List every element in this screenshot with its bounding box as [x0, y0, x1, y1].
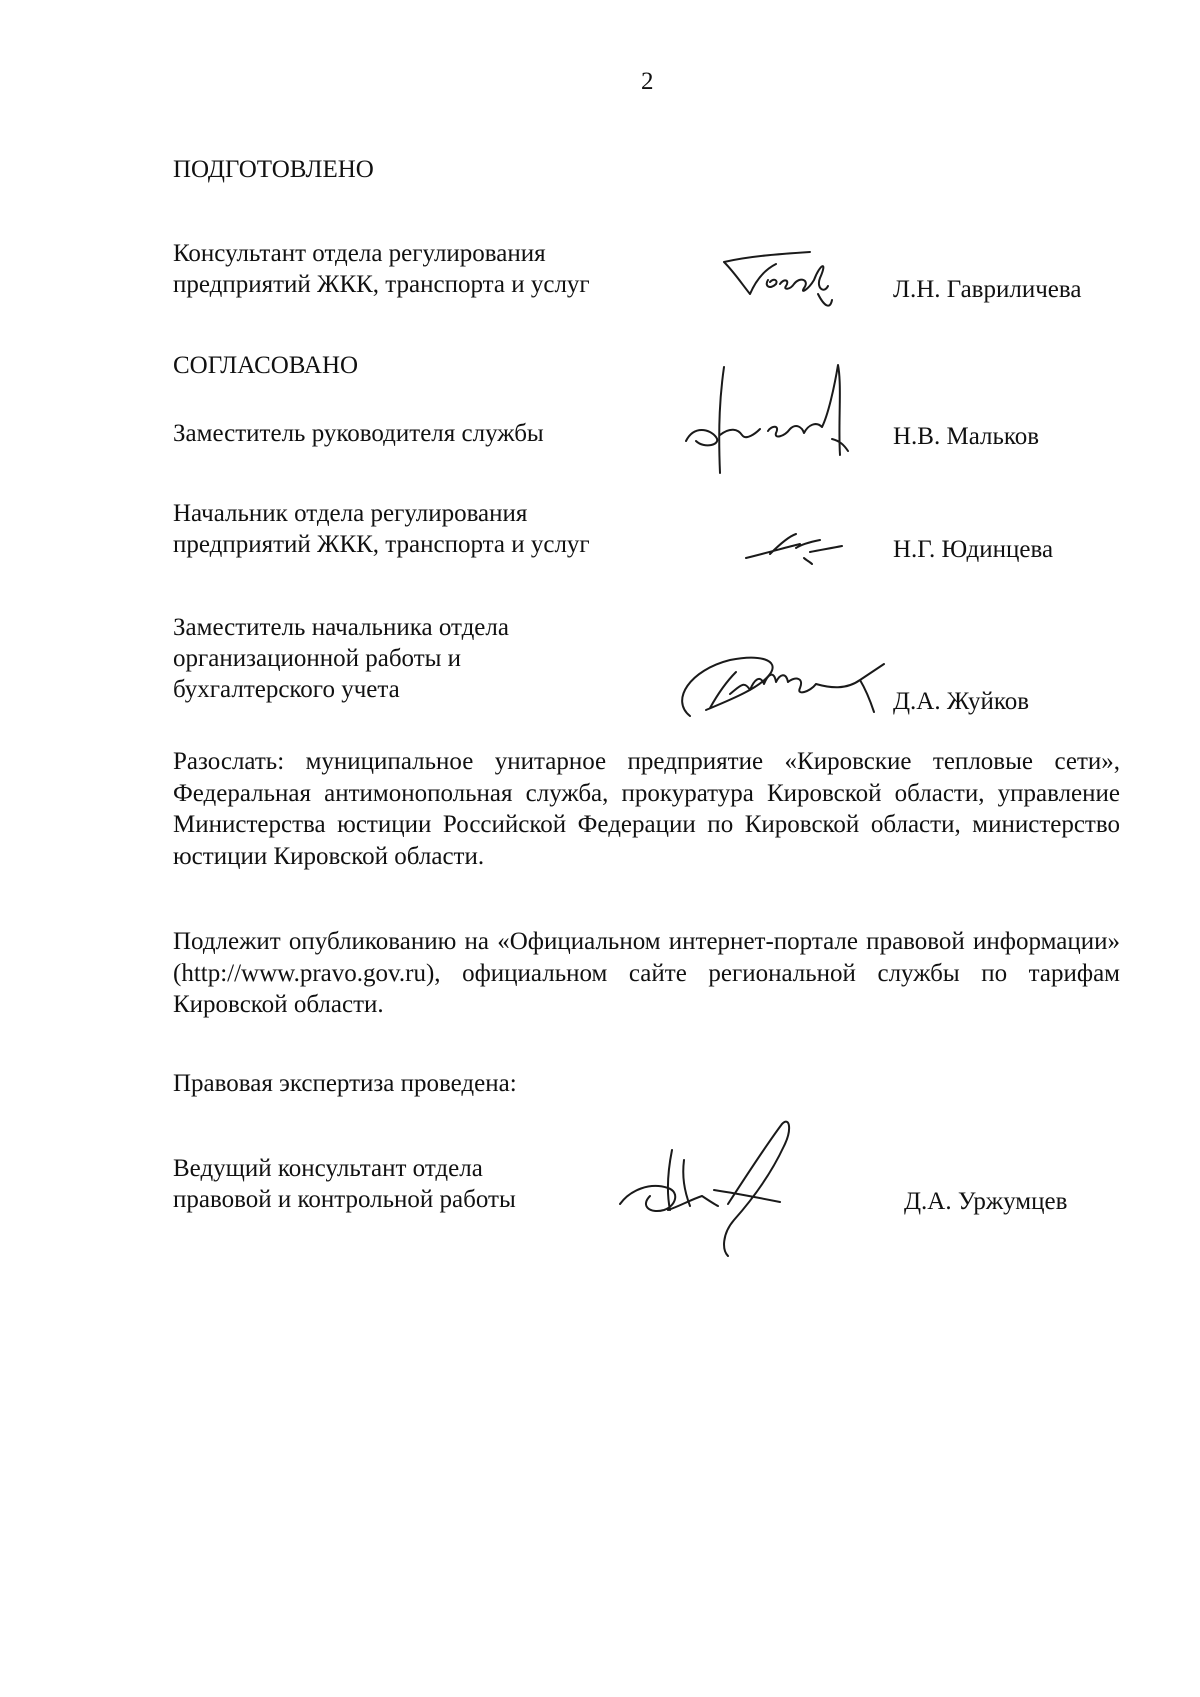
signer-3-position-line1: Заместитель начальника отдела — [173, 614, 509, 641]
page-number: 2 — [641, 68, 654, 95]
signer-1-position: Заместитель руководителя службы — [173, 420, 544, 447]
signer-2-position-line1: Начальник отдела регулирования — [173, 500, 528, 527]
prepared-heading: ПОДГОТОВЛЕНО — [173, 156, 374, 183]
prepared-position — [173, 238, 590, 300]
signature-malkov — [680, 355, 870, 480]
signature-urzhumtsev — [610, 1110, 850, 1260]
prepared-name: Л.Н. Гавриличева — [893, 276, 1082, 303]
publication-paragraph: Подлежит опубликованию на «Официальном интернет-портале правовой информации» (http://www.pravo.gov.ru), официальном сайте региональной службы по тарифам Кировской области. — [173, 928, 1120, 1018]
prepared-position-line2: предприятий ЖКК, транспорта и услуг — [173, 271, 590, 298]
signer-3-position-line3: бухгалтерского учета — [173, 676, 400, 703]
signature-gavrilicheva — [720, 250, 860, 320]
legal-review-position-line2: правовой и контрольной работы — [173, 1186, 516, 1213]
legal-review-heading: Правовая экспертиза проведена: — [173, 1070, 517, 1097]
agreed-heading: СОГЛАСОВАНО — [173, 352, 359, 379]
signer-2-position-line2: предприятий ЖКК, транспорта и услуг — [173, 531, 590, 558]
legal-review-name: Д.А. Уржумцев — [904, 1188, 1068, 1215]
legal-review-position — [173, 1153, 516, 1215]
prepared-position-line1: Консультант отдела регулирования — [173, 240, 546, 267]
signer-2-position — [173, 498, 590, 560]
legal-review-position-line1: Ведущий консультант отдела — [173, 1155, 483, 1182]
distribution-paragraph: Разослать: муниципальное унитарное предприятие «Кировские тепловые сети», Федеральная антимонопольная служба, прокуратура Кировской области, управление Министерства юстиции Российской Федерации по Кировской области, министерство юстиции Кировской области. — [173, 748, 1120, 870]
signer-1-name: Н.В. Мальков — [893, 423, 1040, 450]
signer-2-name: Н.Г. Юдинцева — [893, 536, 1054, 563]
signer-3-name: Д.А. Жуйков — [893, 688, 1030, 715]
signer-3-position-line2: организационной работы и — [173, 645, 462, 672]
signature-zhuykov — [670, 650, 905, 730]
signature-yudintseva — [740, 528, 850, 568]
signer-3-position — [173, 612, 509, 705]
